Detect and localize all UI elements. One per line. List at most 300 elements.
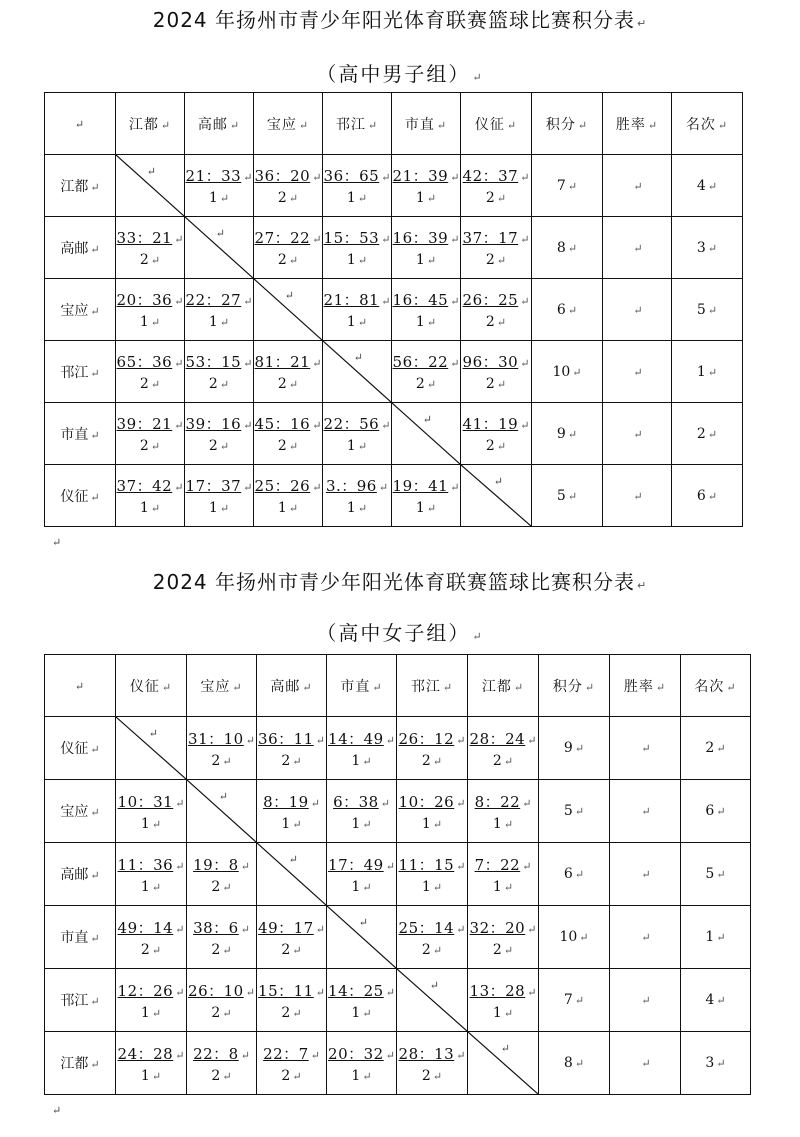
paragraph-mark-icon: ↵: [385, 733, 395, 747]
match-result-cell: [397, 843, 468, 906]
paragraph-mark-icon: ↵: [426, 316, 437, 329]
paragraph-mark-icon: ↵: [240, 1048, 250, 1062]
match-points-value: 2: [485, 376, 495, 392]
match-points: [257, 1005, 326, 1021]
paragraph-mark-icon: ↵: [503, 754, 514, 768]
column-header-label: 市直: [404, 116, 435, 133]
paragraph-mark-icon: ↵: [456, 922, 466, 936]
paragraph-mark-icon: ↵: [503, 880, 514, 894]
column-header: [539, 655, 610, 717]
column-header-label: 积分: [552, 678, 583, 695]
self-match-diagonal-cell: [254, 279, 323, 341]
match-points-value: 2: [140, 941, 150, 958]
paragraph-mark-icon: ↵: [357, 440, 368, 453]
paragraph-mark-icon: ↵: [90, 932, 100, 945]
paragraph-mark-icon: ↵: [574, 805, 585, 818]
match-points-value: 1: [421, 815, 431, 832]
match-points-value: 1: [415, 500, 425, 516]
paragraph-mark-icon: ↵: [222, 880, 232, 894]
column-header: [610, 655, 681, 717]
match-points: [327, 753, 396, 769]
match-result-cell: [461, 155, 532, 217]
match-score: 20：36: [116, 291, 173, 309]
match-points-value: 2: [139, 252, 149, 268]
match-points-value: 2: [277, 252, 287, 268]
stat-points-cell: [539, 1032, 610, 1095]
paragraph-mark-icon: ↵: [633, 365, 643, 379]
paragraph-mark-icon: ↵: [432, 817, 443, 831]
paragraph-mark-icon: ↵: [496, 316, 507, 329]
match-points-value: 1: [139, 314, 149, 330]
paragraph-mark-icon: ↵: [292, 1006, 302, 1020]
paragraph-mark-icon: ↵: [357, 502, 368, 515]
match-points: [461, 376, 531, 392]
paragraph-mark-icon: ↵: [150, 502, 161, 515]
self-match-diagonal-cell: [327, 906, 397, 969]
paragraph-mark-icon: ↵: [175, 985, 185, 999]
paragraph-mark-icon: ↵: [362, 817, 372, 831]
table-row: [45, 1032, 751, 1095]
paragraph-mark-icon: ↵: [74, 117, 86, 131]
paragraph-mark-icon: ↵: [367, 118, 379, 132]
match-result-cell: [116, 969, 187, 1032]
paragraph-mark-icon: ↵: [151, 1069, 162, 1083]
match-points: [468, 1005, 538, 1021]
match-result-cell: [185, 341, 254, 403]
match-result-cell: [187, 843, 257, 906]
match-score: 33：21: [116, 229, 173, 247]
paragraph-mark-icon: ↵: [496, 440, 507, 453]
column-header: [323, 93, 392, 155]
paragraph-mark-icon: ↵: [637, 579, 648, 592]
match-result-cell: [327, 969, 397, 1032]
match-score: 41：19: [462, 415, 519, 433]
paragraph-mark-icon: ↵: [520, 233, 530, 246]
match-points-value: 2: [208, 376, 218, 392]
match-points-value: 1: [346, 500, 356, 516]
paragraph-mark-icon: ↵: [90, 242, 100, 256]
stat-rank-value: 4: [705, 992, 715, 1008]
stat-points-value: 5: [563, 803, 573, 819]
match-score: 27：22: [254, 229, 311, 247]
corner-cell: [45, 93, 116, 155]
match-score: 32：20: [469, 918, 526, 937]
paragraph-mark-icon: ↵: [160, 118, 172, 132]
match-score: 14：49: [328, 729, 384, 748]
paragraph-mark-icon: ↵: [456, 796, 466, 810]
stat-points-cell: [532, 403, 603, 465]
paragraph-mark-icon: ↵: [493, 475, 503, 488]
match-points-value: 1: [351, 1004, 361, 1021]
match-points-value: 1: [492, 1004, 502, 1021]
paragraph-mark-icon: ↵: [146, 165, 156, 178]
match-points-value: 2: [421, 941, 431, 958]
match-points: [392, 252, 460, 268]
match-points-value: 2: [139, 438, 149, 454]
stat-rank-cell: [672, 279, 743, 341]
match-points: [323, 252, 391, 268]
paragraph-mark-icon: ↵: [150, 378, 161, 391]
match-result-cell: [257, 969, 327, 1032]
stat-rank-value: 3: [705, 1055, 715, 1071]
match-points-value: 1: [351, 1067, 361, 1084]
match-score: 3.：96: [325, 477, 377, 495]
paragraph-mark-icon: ↵: [174, 419, 184, 432]
match-points-value: 2: [485, 190, 495, 206]
paragraph-mark-icon: ↵: [450, 171, 460, 184]
paragraph-mark-icon: ↵: [633, 179, 643, 193]
paragraph-mark-icon: ↵: [312, 171, 322, 184]
row-team-name: [45, 465, 116, 527]
paragraph-mark-icon: ↵: [426, 502, 437, 515]
match-points-value: 1: [346, 252, 356, 268]
column-header: [116, 655, 187, 717]
paragraph-mark-icon: ↵: [90, 995, 100, 1008]
paragraph-mark-icon: ↵: [567, 241, 578, 255]
match-points: [327, 1005, 396, 1021]
paragraph-mark-icon: ↵: [219, 316, 230, 329]
paragraph-mark-icon: ↵: [243, 481, 253, 494]
row-team-label: 市直: [60, 426, 89, 443]
paragraph-mark-icon: ↵: [174, 233, 184, 246]
paragraph-mark-icon: ↵: [579, 931, 589, 944]
match-result-cell: [116, 843, 187, 906]
paragraph-mark-icon: ↵: [288, 502, 299, 515]
row-team-label: 市直: [60, 930, 89, 946]
match-score: 26：10: [188, 981, 244, 1000]
stat-points-value: 8: [563, 1055, 573, 1071]
paragraph-mark-icon: ↵: [707, 489, 718, 503]
table-row: [45, 969, 751, 1032]
match-score: 16：45: [392, 291, 449, 309]
match-score: 22：56: [323, 415, 380, 433]
match-points-value: 2: [492, 752, 502, 769]
paragraph-mark-icon: ↵: [637, 17, 648, 30]
paragraph-mark-icon: ↵: [312, 481, 322, 494]
paragraph-mark-icon: ↵: [655, 680, 667, 694]
paragraph-mark-icon: ↵: [315, 922, 325, 936]
column-header: [681, 655, 751, 717]
match-points: [187, 942, 256, 958]
paragraph-mark-icon: ↵: [90, 428, 100, 442]
row-team-label: 江都: [60, 1056, 89, 1072]
table-row: [45, 717, 751, 780]
paragraph-mark-icon: ↵: [456, 859, 466, 873]
paragraph-mark-icon: ↵: [381, 171, 391, 184]
match-points-value: 1: [415, 314, 425, 330]
row-team-label: 高邮: [60, 240, 89, 257]
match-points: [468, 753, 538, 769]
match-score: 37：17: [462, 229, 519, 247]
paragraph-mark-icon: ↵: [432, 754, 443, 768]
match-score: 26：25: [462, 291, 519, 309]
paragraph-mark-icon: ↵: [372, 680, 383, 694]
stat-winrate-cell: [610, 1032, 681, 1095]
stat-points-value: 8: [556, 239, 566, 256]
paragraph-mark-icon: ↵: [520, 357, 530, 370]
paragraph-mark-icon: ↵: [716, 742, 726, 755]
paragraph-mark-icon: ↵: [707, 365, 718, 379]
match-score: 13：28: [469, 981, 526, 1000]
match-score: 10：26: [398, 792, 455, 811]
match-result-cell: [254, 217, 323, 279]
paragraph-mark-icon: ↵: [707, 241, 718, 255]
self-match-diagonal-cell: [257, 843, 327, 906]
paragraph-mark-icon: ↵: [362, 1069, 372, 1083]
column-header-label: 市直: [340, 678, 371, 695]
match-result-cell: [257, 780, 327, 843]
column-header: [392, 93, 461, 155]
paragraph-mark-icon: ↵: [52, 536, 62, 549]
match-result-cell: [323, 155, 392, 217]
paragraph-mark-icon: ↵: [174, 481, 184, 494]
paragraph-mark-icon: ↵: [174, 295, 184, 308]
paragraph-mark-icon: ↵: [90, 180, 100, 194]
column-header-label: 宝应: [266, 116, 297, 133]
table-row: [45, 341, 743, 403]
paragraph-mark-icon: ↵: [506, 118, 518, 132]
match-score: 36：11: [258, 729, 314, 748]
match-points: [323, 438, 391, 454]
match-points-value: 2: [485, 438, 495, 454]
stat-winrate-cell: [603, 403, 672, 465]
paragraph-mark-icon: ↵: [380, 796, 390, 810]
paragraph-mark-icon: ↵: [222, 754, 232, 768]
match-points-value: 1: [139, 500, 149, 516]
paragraph-mark-icon: ↵: [422, 413, 432, 426]
self-match-diagonal-cell: [397, 969, 468, 1032]
stat-winrate-cell: [603, 341, 672, 403]
stat-points-value: 10: [559, 929, 578, 945]
stat-rank-value: 6: [696, 487, 706, 504]
paragraph-mark-icon: ↵: [381, 233, 391, 246]
paragraph-mark-icon: ↵: [151, 1006, 162, 1020]
row-team-name: [45, 717, 116, 780]
row-team-label: 邗江: [60, 993, 89, 1009]
stat-winrate-cell: [610, 843, 681, 906]
stat-winrate-cell: [610, 780, 681, 843]
match-points-value: 1: [277, 500, 287, 516]
stat-points-cell: [532, 279, 603, 341]
paragraph-mark-icon: ↵: [284, 289, 294, 302]
stat-winrate-cell: [610, 717, 681, 780]
self-match-diagonal-cell: [116, 717, 187, 780]
paragraph-mark-icon: ↵: [385, 859, 395, 873]
paragraph-mark-icon: ↵: [567, 179, 578, 193]
match-score: 10：31: [117, 792, 174, 811]
paragraph-mark-icon: ↵: [292, 1069, 302, 1083]
boys-score-table: [44, 92, 743, 527]
match-score: 65：36: [116, 353, 173, 371]
paragraph-mark-icon: ↵: [232, 680, 243, 694]
stat-rank-cell: [672, 403, 743, 465]
match-result-cell: [461, 279, 532, 341]
paragraph-mark-icon: ↵: [175, 1048, 185, 1062]
row-team-label: 宝应: [60, 302, 89, 319]
paragraph-mark-icon: ↵: [520, 171, 530, 184]
paragraph-mark-icon: ↵: [442, 680, 454, 694]
row-team-name: [45, 906, 116, 969]
match-points-value: 1: [415, 252, 425, 268]
paragraph-mark-icon: ↵: [522, 859, 532, 873]
column-header-label: 胜率: [615, 116, 646, 133]
match-points: [397, 1068, 467, 1084]
paragraph-mark-icon: ↵: [229, 118, 241, 132]
match-points-value: 1: [140, 878, 150, 895]
paragraph-mark-icon: ↵: [357, 316, 368, 329]
stat-rank-value: 1: [705, 929, 715, 945]
match-result-cell: [116, 217, 185, 279]
paragraph-mark-icon: ↵: [520, 419, 530, 432]
column-header: [532, 93, 603, 155]
paragraph-mark-icon: ↵: [288, 853, 298, 866]
paragraph-mark-icon: ↵: [574, 1057, 585, 1070]
girls-table-title: [0, 566, 800, 595]
row-team-name: [45, 780, 116, 843]
stat-winrate-cell: [610, 906, 681, 969]
match-result-cell: [185, 465, 254, 527]
match-points-value: 1: [140, 815, 150, 832]
self-match-diagonal-cell: [187, 780, 257, 843]
match-points: [327, 816, 396, 832]
stat-points-value: 9: [556, 425, 566, 442]
girls-score-table: [44, 654, 751, 1095]
stat-points-cell: [539, 780, 610, 843]
match-score: 96：30: [462, 353, 519, 371]
match-score: 8：19: [263, 792, 309, 811]
stat-rank-cell: [672, 465, 743, 527]
match-points-value: 1: [421, 878, 431, 895]
stat-rank-value: 1: [696, 363, 706, 380]
match-points-value: 1: [208, 190, 218, 206]
match-points: [461, 314, 531, 330]
match-points-value: 2: [492, 941, 502, 958]
match-points-value: 2: [485, 252, 495, 268]
match-result-cell: [323, 465, 392, 527]
stat-rank-cell: [681, 906, 751, 969]
paragraph-mark-icon: ↵: [90, 806, 100, 819]
paragraph-mark-icon: ↵: [312, 357, 322, 370]
paragraph-mark-icon: ↵: [472, 630, 484, 643]
match-points: [116, 1005, 186, 1021]
paragraph-mark-icon: ↵: [432, 943, 443, 957]
match-score: 56：22: [392, 353, 449, 371]
match-score: 38：6: [193, 918, 239, 937]
match-result-cell: [392, 279, 461, 341]
match-result-cell: [116, 279, 185, 341]
paragraph-mark-icon: ↵: [90, 743, 100, 756]
paragraph-mark-icon: ↵: [716, 931, 726, 944]
paragraph-mark-icon: ↵: [707, 303, 718, 317]
paragraph-mark-icon: ↵: [150, 316, 161, 329]
boys-table-title: [0, 4, 800, 33]
row-team-label: 仪征: [60, 488, 89, 505]
paragraph-mark-icon: ↵: [292, 754, 302, 768]
paragraph-mark-icon: ↵: [456, 1048, 466, 1062]
match-points: [257, 816, 326, 832]
paragraph-mark-icon: ↵: [429, 979, 439, 992]
row-team-label: 江都: [60, 178, 89, 195]
match-result-cell: [397, 906, 468, 969]
paragraph-mark-icon: ↵: [633, 241, 643, 255]
match-score: 14：25: [328, 981, 384, 1000]
paragraph-mark-icon: ↵: [310, 1048, 320, 1062]
paragraph-mark-icon: ↵: [302, 680, 313, 694]
paragraph-mark-icon: ↵: [288, 192, 299, 205]
paragraph-mark-icon: ↵: [513, 680, 525, 694]
paragraph-mark-icon: ↵: [90, 490, 100, 504]
paragraph-mark-icon: ↵: [456, 733, 466, 747]
column-header-label: 仪征: [474, 116, 505, 133]
girls-title-text: 2024 年扬州市青少年阳光体育联赛篮球比赛积分表: [152, 570, 636, 594]
match-score: 36：20: [254, 167, 311, 185]
match-points-value: 2: [139, 376, 149, 392]
stat-rank-value: 2: [696, 425, 706, 442]
column-header-label: 名次: [685, 116, 716, 133]
match-points-value: 2: [281, 1004, 291, 1021]
match-points: [185, 314, 253, 330]
paragraph-mark-icon: ↵: [496, 378, 507, 391]
match-points: [397, 942, 467, 958]
match-points-value: 2: [211, 878, 221, 895]
match-result-cell: [327, 1032, 397, 1095]
paragraph-mark-icon: ↵: [362, 1006, 372, 1020]
row-team-name: [45, 155, 116, 217]
match-score: 6：38: [333, 792, 379, 811]
paragraph-mark-icon: ↵: [151, 943, 162, 957]
paragraph-mark-icon: ↵: [633, 427, 643, 441]
match-result-cell: [468, 843, 539, 906]
column-header: [116, 93, 185, 155]
paragraph-mark-icon: ↵: [219, 378, 230, 391]
match-score: 17：37: [185, 477, 242, 495]
match-result-cell: [187, 1032, 257, 1095]
stat-rank-cell: [681, 780, 751, 843]
match-result-cell: [116, 341, 185, 403]
match-result-cell: [116, 780, 187, 843]
paragraph-mark-icon: ↵: [641, 742, 651, 755]
stat-rank-cell: [672, 341, 743, 403]
boys-table-subtitle: [0, 58, 800, 87]
stat-rank-cell: [672, 217, 743, 279]
match-points: [257, 942, 326, 958]
paragraph-mark-icon: ↵: [567, 427, 578, 441]
column-header: [187, 655, 257, 717]
match-points: [187, 879, 256, 895]
column-header-label: 宝应: [200, 678, 231, 695]
table-row: [45, 217, 743, 279]
paragraph-mark-icon: ↵: [292, 943, 302, 957]
stat-rank-cell: [672, 155, 743, 217]
match-result-cell: [397, 717, 468, 780]
paragraph-mark-icon: ↵: [315, 985, 325, 999]
match-points-value: 2: [208, 438, 218, 454]
paragraph-mark-icon: ↵: [496, 192, 507, 205]
match-result-cell: [327, 780, 397, 843]
paragraph-mark-icon: ↵: [641, 805, 651, 818]
match-points-value: 1: [140, 1067, 150, 1084]
paragraph-mark-icon: ↵: [385, 1048, 395, 1062]
match-points-value: 2: [485, 314, 495, 330]
paragraph-mark-icon: ↵: [450, 481, 460, 494]
match-points: [327, 879, 396, 895]
paragraph-mark-icon: ↵: [527, 733, 537, 747]
paragraph-mark-icon: ↵: [707, 427, 718, 441]
match-score: 21：33: [185, 167, 242, 185]
stat-points-value: 9: [563, 740, 573, 756]
match-result-cell: [254, 341, 323, 403]
row-team-label: 高邮: [60, 867, 89, 883]
